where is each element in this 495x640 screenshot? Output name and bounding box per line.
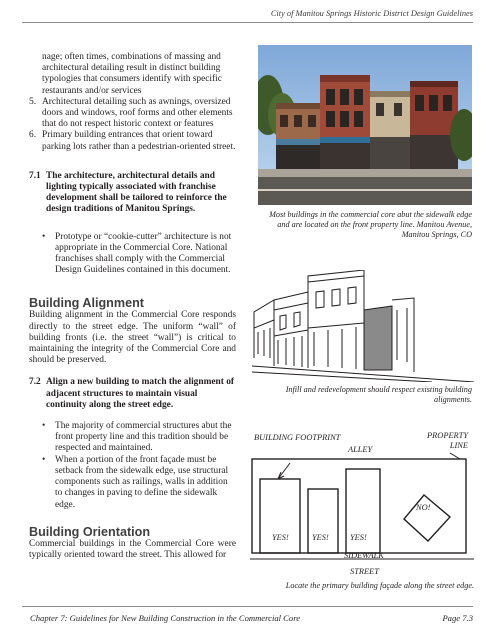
sidewalk-label: SIDEWALK [344, 551, 384, 560]
header-rule [22, 22, 473, 23]
alignment-diagram [250, 423, 474, 581]
building-footprint-label: BUILDING FOOTPRINT [254, 433, 341, 442]
guideline-7-2-bullets [29, 421, 236, 511]
guideline-text: The architecture, architectural details and lighting typically associated with franchise development shall be tailored to reinforce the design traditions of Manitou Springs. [46, 170, 227, 215]
guideline-7-1-bullets [29, 232, 236, 277]
drawing-caption: Infill and redevelopment should respect existing building alignments. [285, 385, 472, 405]
yes-label-1: YES! [272, 533, 289, 542]
intro-line: architectural detailing result in distinct building [42, 63, 221, 74]
no-label: NO! [416, 503, 431, 512]
orientation-paragraph: Commercial buildings in the Commercial Core were typically oriented toward the street. This allowed for [29, 538, 236, 560]
intro-line: restaurants and/or services [42, 85, 142, 96]
list-number: 6. [29, 130, 37, 141]
section-title-building-alignment: Building Alignment [29, 296, 144, 311]
guideline-text: Align a new building to match the alignment of adjacent structures to maintain visual continuity along the street edge. [46, 377, 235, 410]
streetscape-drawing [252, 270, 474, 382]
yes-label-3: YES! [350, 533, 367, 542]
alley-label: ALLEY [348, 445, 373, 454]
list-number: 5. [29, 96, 37, 107]
guideline-7-2 [29, 377, 236, 411]
list-item [29, 130, 236, 152]
list-item [29, 97, 236, 131]
guideline-number: 7.1 [29, 170, 41, 181]
list-text: Primary building entrances that orient toward parking lots rather than a pedestrian-oriented street. [42, 130, 236, 152]
intro-continuation [42, 52, 236, 97]
bullet-item: • The majority of commercial structures abut the front property line and this tradition should be respected and maintained. [42, 421, 236, 455]
bullet-item: • When a portion of the front façade must be setback from the sidewalk edge, use structural components such as railings, walls in addition to changes in paving to define the sidewalk edge. [42, 455, 236, 511]
intro-line: typologies that consumers identify with specific [42, 74, 222, 85]
street-label: STREET [350, 567, 379, 576]
page-number: Page 7.3 [442, 613, 473, 623]
bullet-text: Prototype or “cookie-cutter” architecture is not appropriate in the Commercial Core. National franchises shall comply with the Commercial Design Guidelines contained in this document. [55, 231, 232, 276]
footer-chapter: Chapter 7: Guidelines for New Building Construction in the Commercial Core [30, 613, 301, 623]
street-photo [258, 45, 472, 205]
guideline-7-1 [29, 171, 236, 216]
streetscape-drawing-illustration [252, 270, 474, 382]
guideline-number: 7.2 [29, 377, 41, 388]
footer-rule [22, 606, 473, 607]
section-title-building-orientation: Building Orientation [29, 524, 151, 539]
diagram-caption: Locate the primary building façade along the street edge. [285, 581, 474, 590]
intro-line: nage; often times, combinations of massing and [42, 52, 221, 62]
property-line-label: PROPERTY LINE [427, 431, 468, 450]
running-header: City of Manitou Springs Historic District Design Guidelines [270, 9, 473, 18]
bullet-item: • Prototype or “cookie-cutter” architecture is not appropriate in the Commercial Core. National franchises shall comply with the Commercial Design Guidelines contained in this document. [42, 232, 236, 277]
yes-label-2: YES! [312, 533, 329, 542]
list-text: Architectural detailing such as awnings, oversized doors and windows, roof forms and other elements that do not respect historic context or features [42, 96, 233, 130]
street-photo-illustration [258, 45, 472, 205]
photo-caption: Most buildings in the commercial core abut the sidewalk edge and are located on the front property line. Manitou Avenue, Manitou Springs, CO [269, 210, 472, 240]
bullet-text: The majority of commercial structures abut the front property line and this tradition should be respected and maintained. [55, 421, 232, 454]
alignment-paragraph: Building alignment in the Commercial Core responds directly to the street edge. The uniform “wall” of building fronts (i.e. the street “wall”) is critical to maintaining the integrity of the Commercial Core and should be preserved. [29, 310, 236, 366]
bullet-text: When a portion of the front façade must be setback from the sidewalk edge, use structural components such as railings, walls in addition to changes in paving to define the sidewalk edge. [55, 454, 229, 510]
left-column [29, 52, 236, 561]
